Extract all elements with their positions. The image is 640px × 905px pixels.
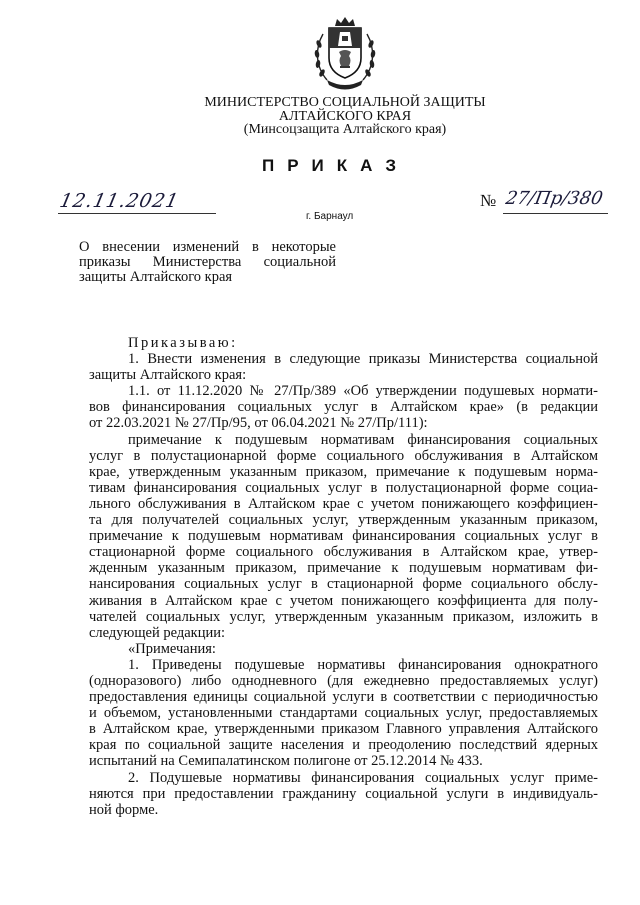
body-line: 1. Приведены подушевые нормативы финансирования однократного [128,656,598,673]
body-line: крае, утвержденным указанным приказом, примечание к подушевым норма- [89,463,598,480]
body-line: услуг в полустационарной форме социального обслуживания в Алтайском [89,447,598,464]
body-line: примечание к подушевым нормативам финансирования социальных услуг в [89,528,598,545]
order-title: ПРИКАЗ [262,156,410,175]
body-line: (одноразового) либо однодневного (для ежедневно предоставляемых услуг) [89,672,598,689]
order-number-label: № [480,191,497,210]
order-number: 27/Пр/380 [504,188,605,209]
body-line: вов финансирования социальных услуг в Алтайском крае» (в редакции [89,399,598,416]
body-line: та для получателей социальных услуг, утвержденным указанным приказом, [89,512,598,529]
body-line: живания в Алтайском крае с учетом понижающего коэффициента для полу- [89,592,598,609]
order-subject [79,240,336,285]
order-date: 12.11.2021 [57,190,182,212]
ministry-header [170,96,520,137]
preamble: Приказываю: [128,335,238,351]
body-line: льного обслуживания в Алтайском крае с учетом понижающего коэффициен- [89,495,598,512]
body-line: примечание к подушевым нормативам финансирования социальных [128,431,598,448]
ministry-name-line1: МИНИСТЕРСТВО СОЦИАЛЬНОЙ ЗАЩИТЫ [204,95,486,110]
date-underline [58,213,216,214]
body-line: ной форме. [89,801,159,818]
body-line: жденным указанным приказом, примечание к подушевым нормативам фи- [89,560,598,577]
body-line: края по социальной защите населения и преодолению последствий ядерных [89,737,598,754]
body-line: чателей социальных услуг, утвержденным указанным приказом, изложить в [89,608,598,625]
altai-krai-coat-of-arms [309,14,381,96]
order-city: г. Барнаул [306,211,354,222]
body-line: «Примечания: [128,640,216,657]
number-underline [503,213,608,214]
subject-line: защиты Алтайского края [79,269,233,285]
body-line: следующей редакции: [89,624,226,641]
body-line: защиты Алтайского края: [89,367,247,384]
subject-line: О внесении изменений в некоторые [79,239,336,255]
body-line: нансирования социальных услуг в стационарной форме социального обслу- [89,576,598,593]
body-line: предоставления единицы социальной услуги в соответствии с периодичностью [89,689,598,706]
body-line: и объемом, установленными стандартами социальных услуг, предоставляемых [89,705,598,722]
body-line: стационарной форме социального обслуживания в Алтайском крае, утвер- [89,544,598,561]
body-line: от 22.03.2021 № 27/Пр/95, от 06.04.2021 № 27/Пр/111): [89,415,428,432]
ministry-short-name: (Минсоцзащита Алтайского края) [243,122,447,137]
body-line: тивам финансирования социальных услуг в полустационарной форме социа- [89,479,598,496]
body-line: 1.1. от 11.12.2020 № 27/Пр/389 «Об утверждении подушевых нормати- [128,383,598,400]
subject-line: приказы Министерства социальной [79,254,336,270]
order-body [89,335,598,818]
body-line: испытаний на Семипалатинском полигоне от 25.12.2014 № 433. [89,753,483,770]
body-line: 2. Подушевые нормативы финансирования социальных услуг приме- [128,769,598,786]
body-line: 1. Внести изменения в следующие приказы Министерства социальной [128,351,598,368]
body-line: в Алтайском крае, утвержденными приказом Главного управления Алтайского [89,721,598,738]
body-line: няются при предоставлении гражданину социальной услуги в индивидуаль- [89,785,598,802]
ministry-name-line2: АЛТАЙСКОГО КРАЯ [278,108,412,124]
